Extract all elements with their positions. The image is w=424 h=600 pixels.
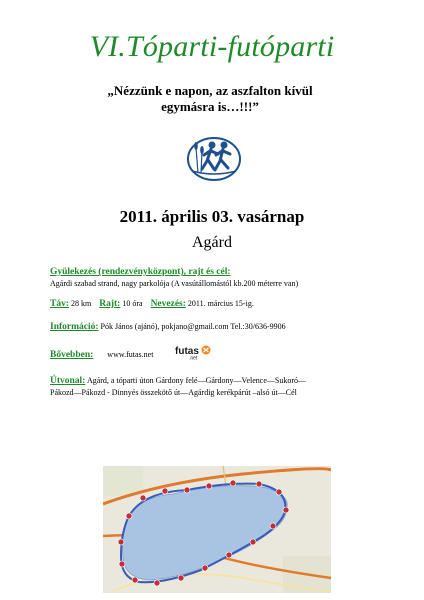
quote-line-2: egymásra is…!!!” bbox=[161, 99, 259, 114]
meeting-value: Agárdi szabad strand, nagy parkolója (A vasútállomástól kb.200 méterre van) bbox=[50, 279, 299, 288]
contact-value: Pók János (ajánó), pokjano@gmail.com Tel.:30/636-9906 bbox=[100, 322, 286, 331]
event-date: 2011. április 03. vasárnap bbox=[119, 207, 305, 226]
meeting-label: Gyülekezés (rendezvényközpont), rajt és cél: bbox=[50, 267, 231, 277]
futas-logo-text: futas bbox=[175, 346, 199, 357]
contact-label: Információ: bbox=[50, 322, 99, 332]
quote bbox=[60, 83, 360, 115]
route-line-2: Pákozd—Pákozd - Dinnyés összekötő út—Agárdig kerékpárút –alsó út—Cél bbox=[50, 388, 297, 397]
start-label: Rajt: bbox=[99, 299, 121, 309]
entry-label: Nevezés: bbox=[150, 299, 186, 309]
distance-label: Táv: bbox=[50, 299, 69, 309]
runners-logo-icon bbox=[178, 133, 250, 191]
route-map bbox=[103, 466, 331, 593]
event-place: Agárd bbox=[192, 234, 232, 251]
more-row bbox=[50, 349, 380, 361]
contact-row bbox=[50, 321, 380, 333]
start-value: 10 óra bbox=[122, 299, 143, 308]
futas-logo-sub: .net bbox=[189, 355, 198, 360]
more-label: Bővebben: bbox=[50, 350, 94, 360]
quote-line-1: „Nézzünk e napon, az aszfalton kívül bbox=[107, 83, 313, 98]
more-link[interactable]: www.futas.net bbox=[107, 350, 154, 359]
entry-value: 2011. március 15-ig. bbox=[187, 299, 254, 308]
event-title: VI.Tóparti-futóparti bbox=[89, 30, 335, 63]
futas-logo-icon bbox=[175, 344, 211, 360]
route-label: Útvonal: bbox=[50, 376, 86, 386]
details-row bbox=[50, 298, 380, 310]
distance-value: 28 km bbox=[71, 299, 92, 308]
route-line-1: Agárd, a tóparti úton Gárdony felé—Gárdony—Velence—Sukoró— bbox=[86, 376, 306, 385]
route-section bbox=[50, 375, 380, 398]
meeting-section bbox=[50, 266, 380, 289]
